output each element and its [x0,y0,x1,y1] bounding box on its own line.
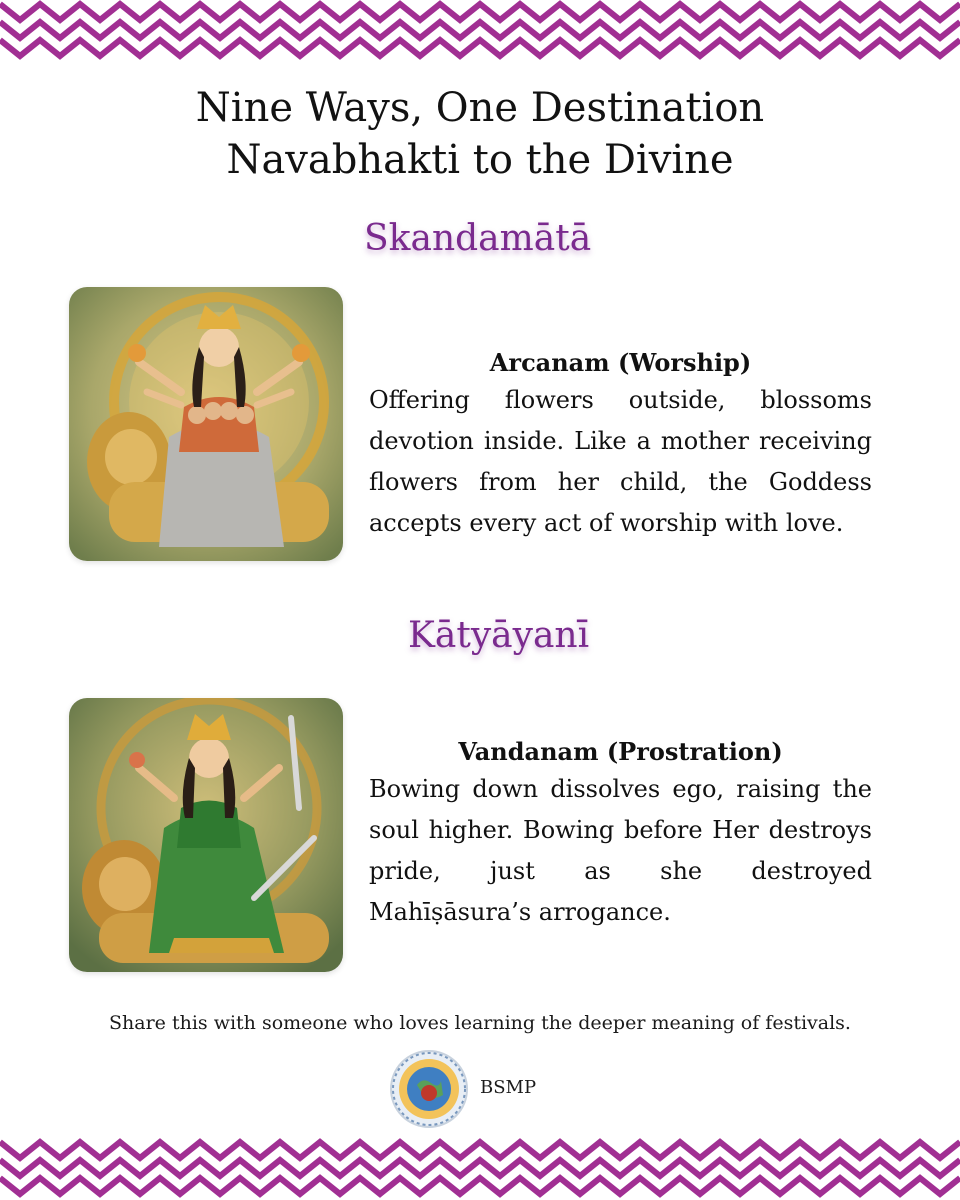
skandamata-painting [69,287,343,561]
title-line-1: Nine Ways, One Destination [195,85,765,131]
page-title [0,82,960,186]
practice-description: Offering flowers outside, blossoms devotion inside. Like a mother receiving flowers from her child, the Goddess accepts every act of worship with love. [369,386,872,537]
practice-arcanam [369,346,872,544]
brand-label: BSMP [480,1077,537,1098]
practice-title: Arcanam (Worship) [489,348,752,377]
bottom-zigzag-border [0,1138,960,1198]
title-line-2: Navabhakti to the Divine [226,137,734,183]
katyayani-painting [69,698,343,972]
practice-title: Vandanam (Prostration) [458,737,783,766]
bsmp-emblem-icon [389,1049,469,1129]
share-call-to-action: Share this with someone who loves learning the deeper meaning of festivals. [109,1012,851,1034]
top-zigzag-border [0,0,960,60]
practice-vandanam [369,735,872,933]
practice-description: Bowing down dissolves ego, raising the soul higher. Bowing before Her destroys pride, just as she destroyed Mahīṣāsura’s arrogance. [369,775,872,926]
goddess-name-skandamata: Skandamātā [364,218,592,259]
goddess-name-katyayani: Kātyāyanī [408,615,590,656]
